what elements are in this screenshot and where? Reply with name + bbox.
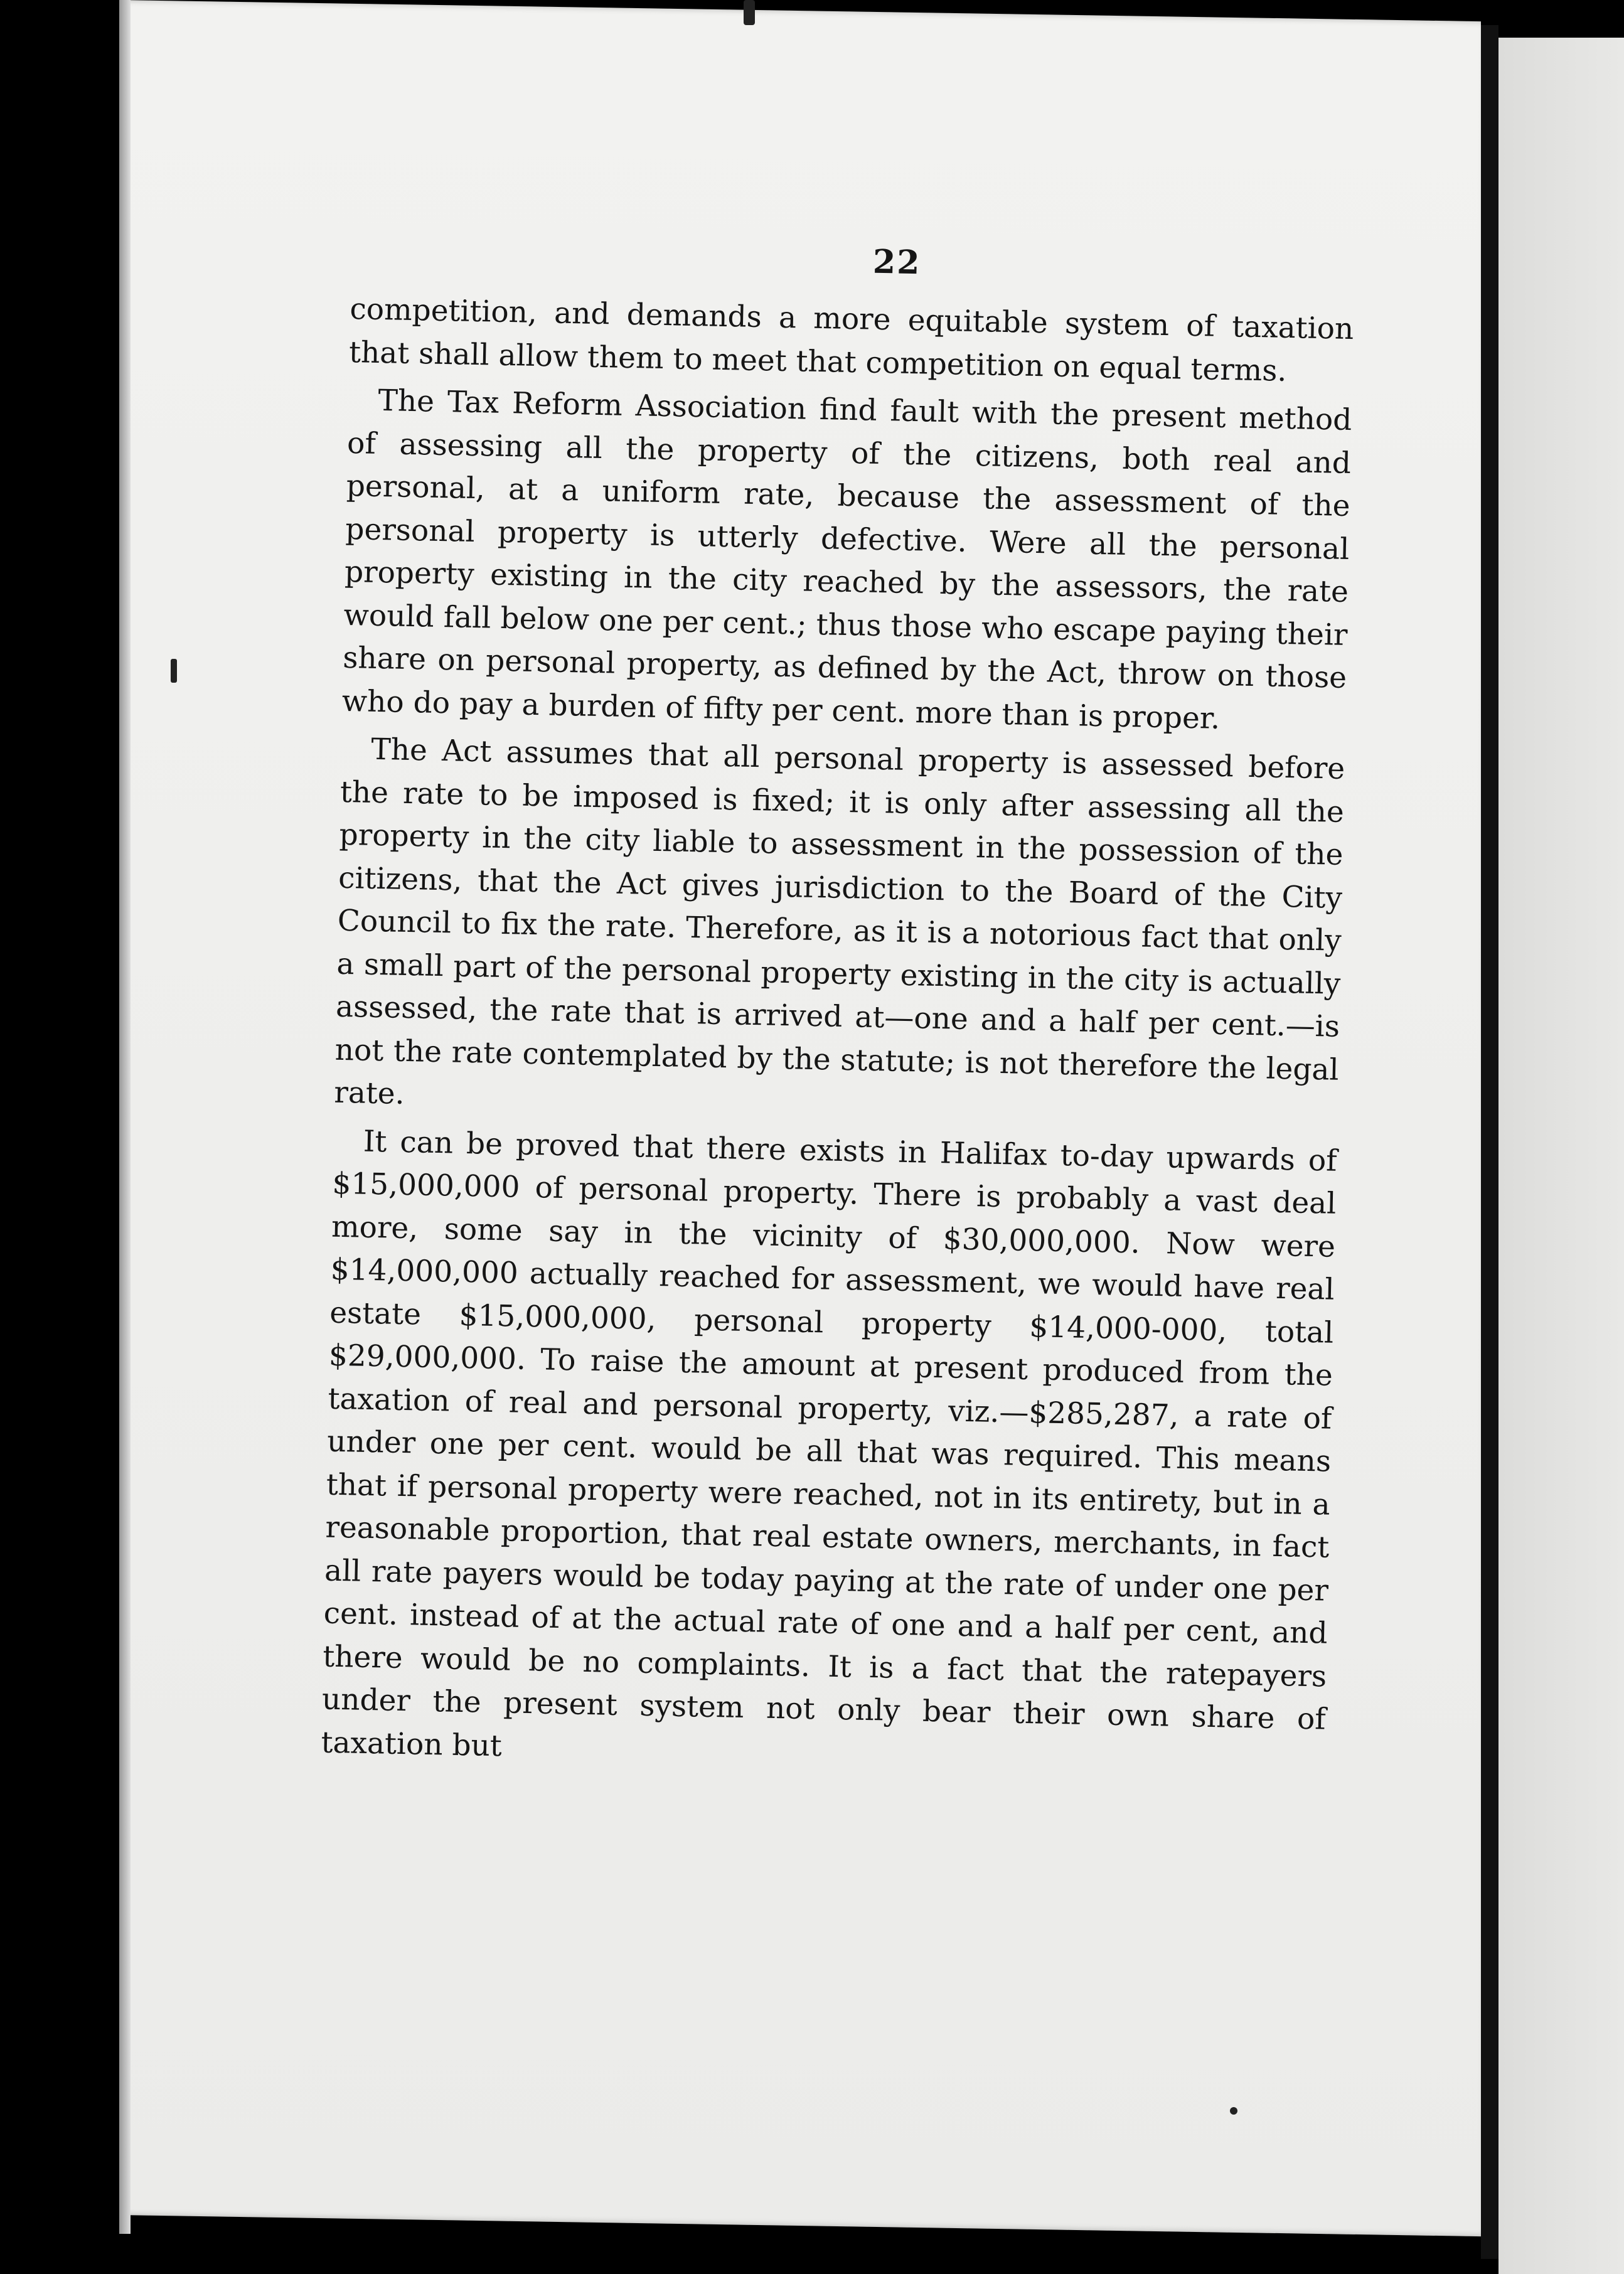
paragraph-halifax-property: It can be proved that there exists in Halifax to-day upwards of $15,000,000 of personal property. There is probably a vast deal more, some say in the vicinity of $30,000,000. Now were $14,000,000 actually reached for assessment, we would have real estate $15,000,000, personal property $14,000-000, total $29,000,000. To raise the amount at present produced from the taxation of real and personal property, viz.—$285,287, a rate of under one per cent. would be all that was required. This means that if personal property were reached, not in its entirety, but in a reasonable proportion, that real estate owners, merchants, in fact all rate payers would be today paying at the rate of under one per cent. instead of at the actual rate of one and a half per cent, and there would be no complaints. It is a fact that the ratepayers under the present system not only bear their own share of taxation but (321, 1124, 1338, 1763)
paragraph-continuation: competition, and demands a more equitable system of taxation that shall allow them to meet that competition on equal terms. (348, 291, 1354, 388)
book-gutter (1481, 25, 1498, 2259)
paragraph-tax-reform: The Tax Reform Association find fault with the present method of assessing all the property of the citizens, both real and personal, at a uniform rate, because the assessment of the personal property is utterly defective. Were all the personal property existing in the city reached by the assessors, the rate would fall below one per cent.; thus those who escape paying their share on personal property, as defined by the Act, throw on those who do pay a burden of fifty per cent. more than is proper. (341, 383, 1352, 736)
page-edge-shadow (119, 0, 131, 2234)
paragraph-act-assumes: The Act assumes that all personal property is assessed before the rate to be imposed is fixed; it is only after assessing all the property in the city liable to assessment in the possession of the citizens, that the Act gives jurisdiction to the Board of the City Council to fix the rate. Therefore, as it is a notorious fact that only a small part of the personal property existing in the city is actually assessed, the rate that is arrived at—one and a half per cent.—is not the rate contemplated by the statute; is not therefore the legal rate. (333, 732, 1345, 1111)
scan-speck (171, 659, 177, 683)
scan-speck (744, 0, 755, 25)
adjacent-page-edge (1498, 38, 1624, 2274)
page-number: 22 (872, 242, 922, 282)
scan-speck (1230, 2107, 1237, 2115)
page-content (321, 232, 1355, 1788)
